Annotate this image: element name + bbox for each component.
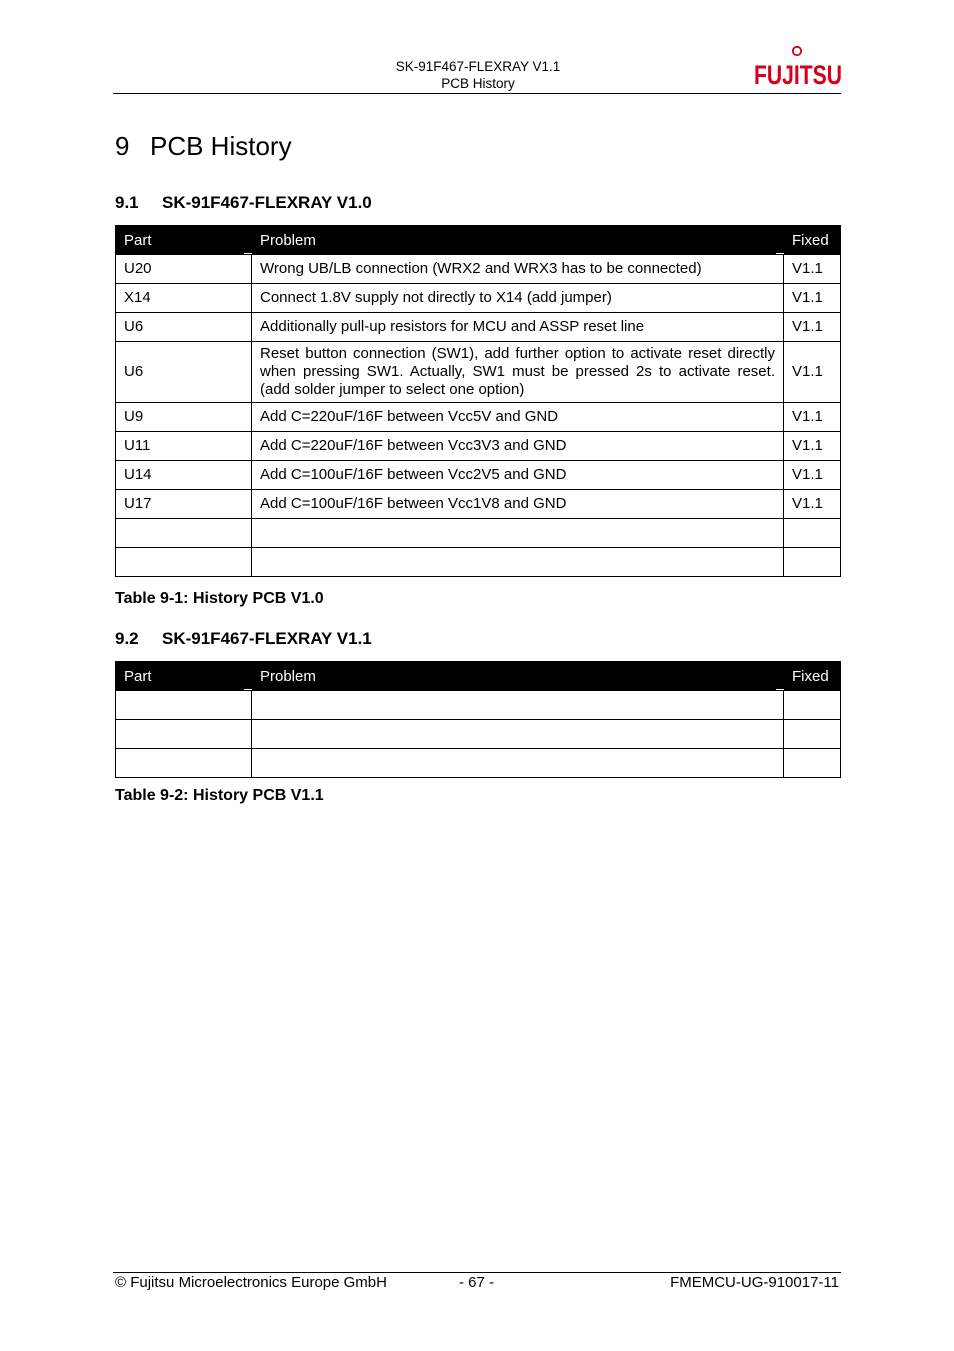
cell-problem: Reset button connection (SW1), add further option to activate reset directly when pressing SW1. Actually, SW1 must be pressed 2s to activate reset. (add solder jumper to select one option) [252,342,784,403]
chapter-title [115,131,292,162]
cell-part: U11 [116,432,252,461]
column-header-fixed: Fixed [784,226,841,255]
cell-fixed: V1.1 [784,284,841,313]
footer-page-number: - 67 - [459,1274,495,1291]
cell-part [116,749,252,778]
cell-part: X14 [116,284,252,313]
table-header-row [116,662,841,691]
chapter-number: 9 [115,131,130,161]
cell-part [116,720,252,749]
column-header-problem: Problem [252,662,784,691]
cell-problem: Connect 1.8V supply not directly to X14 (add jumper) [252,284,784,313]
header-rule [113,93,841,94]
cell-fixed: V1.1 [784,490,841,519]
cell-problem: Add C=100uF/16F between Vcc2V5 and GND [252,461,784,490]
cell-problem: Add C=220uF/16F between Vcc5V and GND [252,403,784,432]
footer-document-id: FMEMCU-UG-910017-11 [670,1274,839,1291]
cell-problem: Add C=220uF/16F between Vcc3V3 and GND [252,432,784,461]
table-row [116,432,841,461]
cell-problem: Wrong UB/LB connection (WRX2 and WRX3 has to be connected) [252,255,784,284]
table-row [116,284,841,313]
cell-problem [252,548,784,577]
cell-fixed [784,749,841,778]
section-title-text: SK-91F467-FLEXRAY V1.0 [162,193,372,212]
cell-fixed: V1.1 [784,461,841,490]
cell-fixed [784,691,841,720]
table-row [116,519,841,548]
history-table-v1-0 [115,225,841,577]
cell-part: U6 [116,313,252,342]
table-header-row [116,226,841,255]
cell-fixed: V1.1 [784,313,841,342]
table-row [116,720,841,749]
section-title-9-2 [115,629,372,649]
cell-fixed: V1.1 [784,403,841,432]
cell-problem [252,691,784,720]
column-header-fixed: Fixed [784,662,841,691]
header-doc-title: SK-91F467-FLEXRAY V1.1 [395,59,561,74]
section-title-text: SK-91F467-FLEXRAY V1.1 [162,629,372,648]
cell-problem: Additionally pull-up resistors for MCU and ASSP reset line [252,313,784,342]
footer-rule [113,1272,841,1273]
svg-text:FUJITSU: FUJITSU [754,60,842,90]
cell-problem [252,720,784,749]
section-number: 9.2 [115,629,139,648]
cell-part: U9 [116,403,252,432]
section-number: 9.1 [115,193,139,212]
cell-problem [252,749,784,778]
cell-fixed: V1.1 [784,255,841,284]
section-title-9-1 [115,193,372,213]
cell-part: U17 [116,490,252,519]
table-row [116,691,841,720]
column-header-part: Part [116,662,252,691]
cell-part [116,691,252,720]
chapter-title-text: PCB History [150,131,292,161]
table-row [116,749,841,778]
table-row [116,461,841,490]
table-caption-9-1: Table 9-1: History PCB V1.0 [115,590,324,607]
table-caption-9-2: Table 9-2: History PCB V1.1 [115,787,324,804]
cell-fixed: V1.1 [784,342,841,403]
fujitsu-logo [752,44,844,92]
cell-fixed [784,548,841,577]
table-row [116,490,841,519]
cell-fixed: V1.1 [784,432,841,461]
table-row [116,255,841,284]
table-row [116,313,841,342]
header-section-title: PCB History [441,76,515,91]
cell-part: U6 [116,342,252,403]
footer-copyright: © Fujitsu Microelectronics Europe GmbH [115,1274,387,1291]
cell-fixed [784,519,841,548]
cell-problem: Add C=100uF/16F between Vcc1V8 and GND [252,490,784,519]
table-row [116,342,841,403]
cell-fixed [784,720,841,749]
cell-problem [252,519,784,548]
table-row [116,548,841,577]
running-header [300,58,656,92]
cell-part [116,548,252,577]
cell-part [116,519,252,548]
cell-part: U20 [116,255,252,284]
cell-part: U14 [116,461,252,490]
table-row [116,403,841,432]
history-table-v1-1 [115,661,841,778]
column-header-problem: Problem [252,226,784,255]
column-header-part: Part [116,226,252,255]
